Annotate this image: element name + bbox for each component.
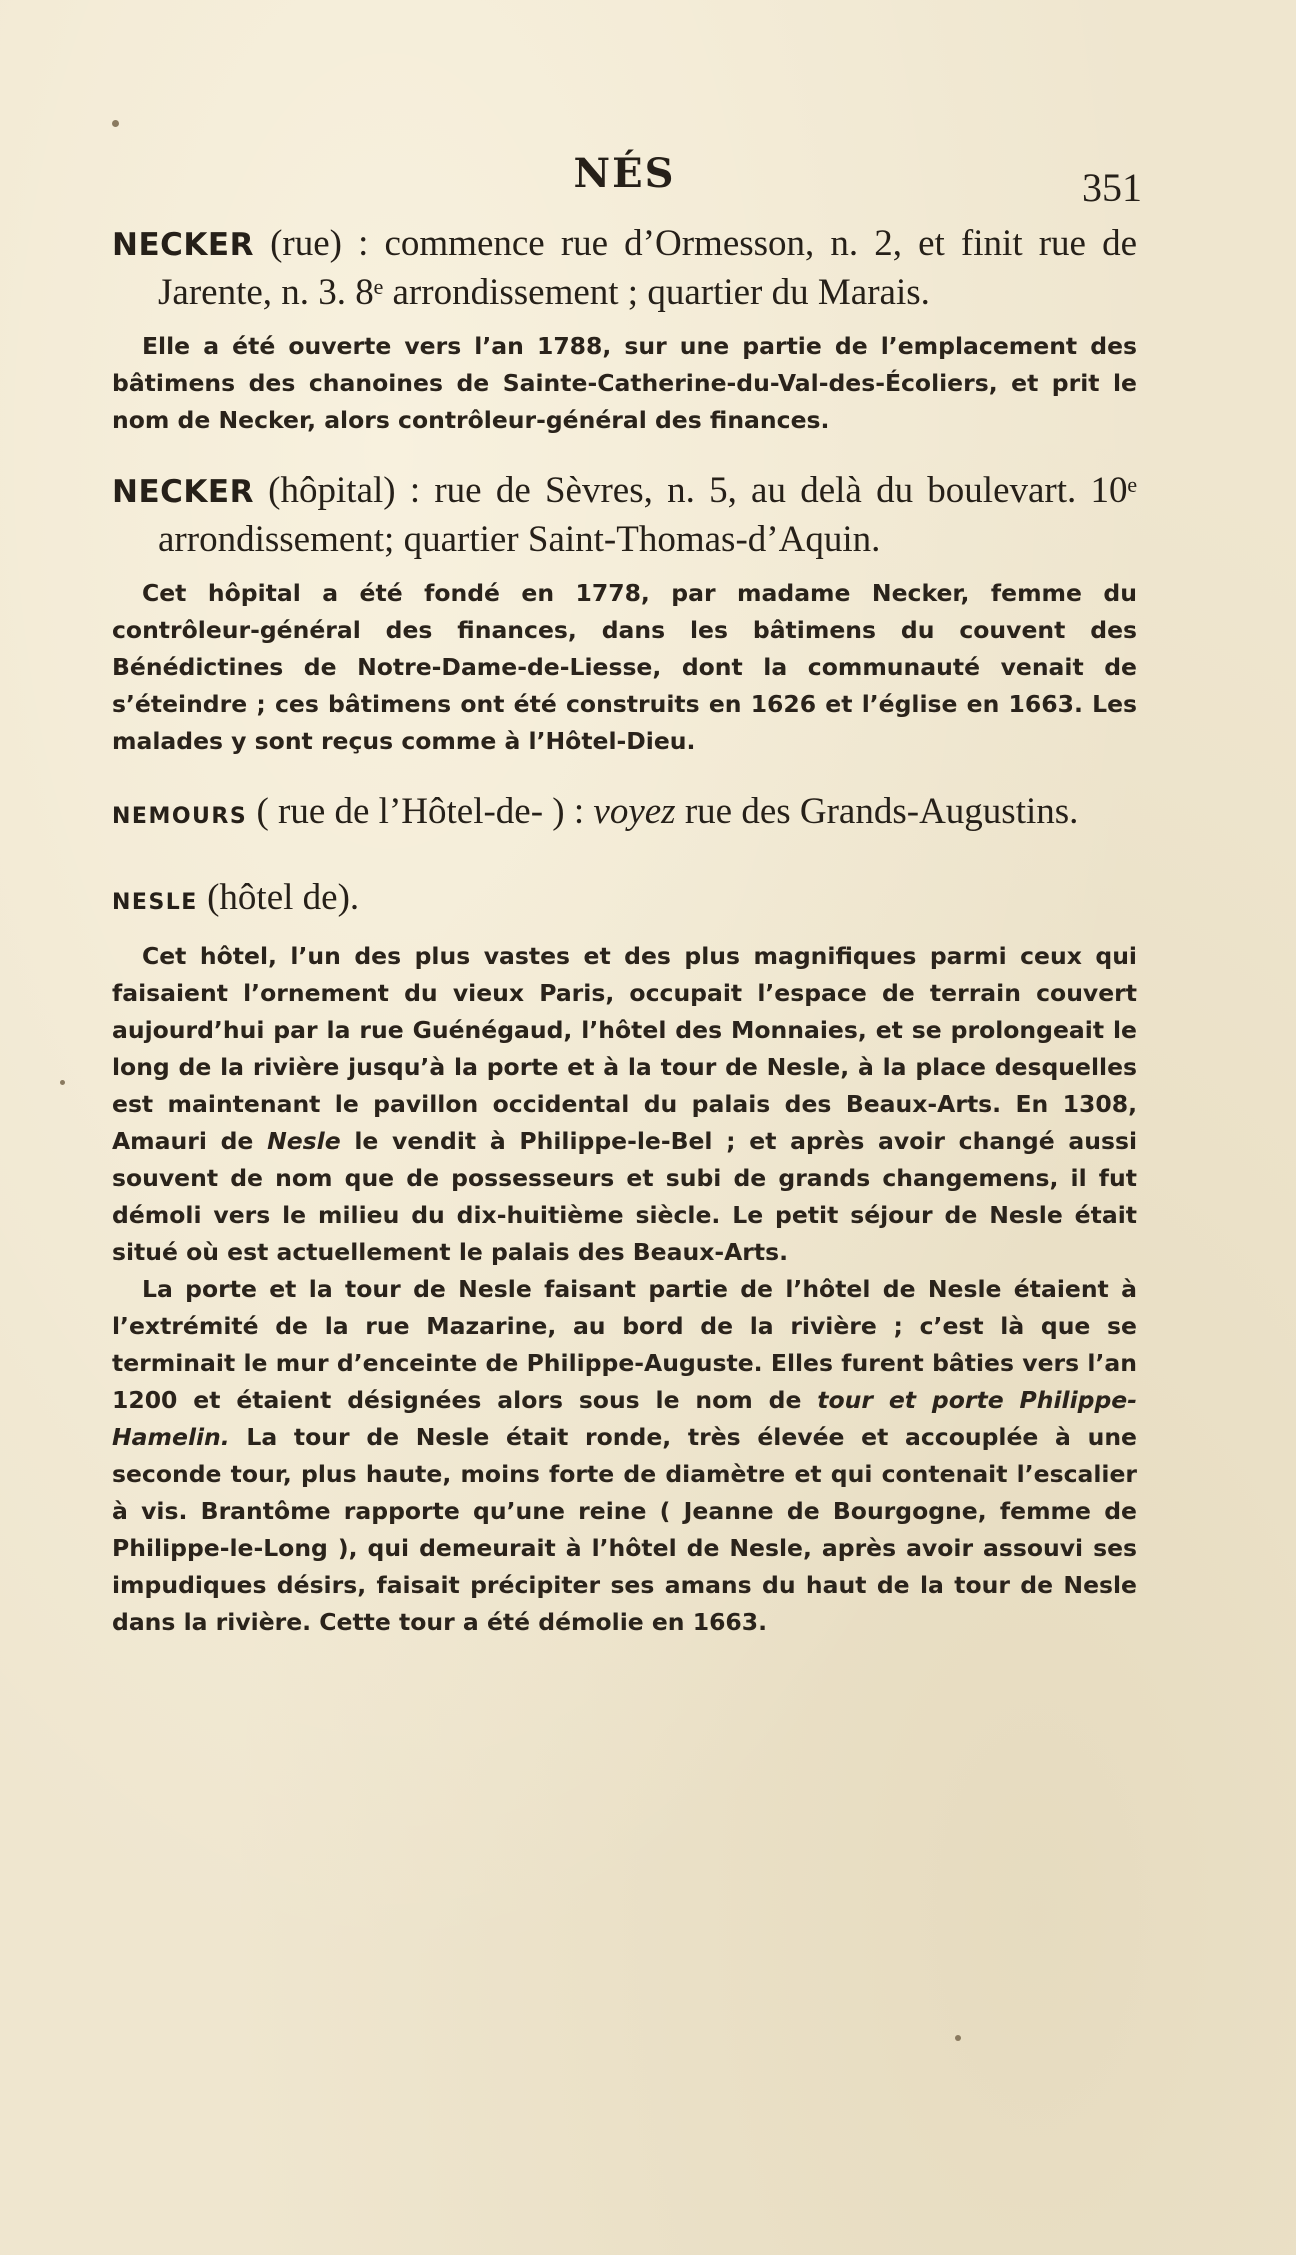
- entry-heading-text: (hôpital) : rue de Sèvres, n. 5, au delà du boulevart. 10ᵉ arrondissement; quartier Saint-Thomas-d’Aquin.: [158, 470, 1137, 560]
- entry-heading: [112, 467, 1137, 563]
- entry-heading: [112, 788, 1137, 840]
- entry-paragraph: Cet hôpital a été fondé en 1778, par madame Necker, femme du contrôleur-général des finances, dans les bâtimens du couvent des Bénédictines de Notre-Dame-de-Liesse, dont la communauté venait de s’éteindre ; ces bâtimens ont été construits en 1626 et l’église en 1663. Les malades y sont reçus comme à l’Hôtel-Dieu.: [112, 579, 1137, 755]
- paper-spot: [112, 120, 119, 127]
- entry-headword: NECKER: [112, 474, 254, 510]
- page-number: 351: [1082, 165, 1142, 210]
- italic-name: Nesle: [267, 1127, 341, 1155]
- running-title: NÉS: [573, 150, 676, 197]
- paper-spot: [60, 1080, 65, 1085]
- entry-paragraph: [112, 1271, 1137, 1641]
- entry-body: [112, 938, 1137, 1641]
- book-page: [112, 150, 1142, 1655]
- paragraph-text: La porte et la tour de Nesle faisant partie de l’hôtel de Nesle étaient à l’extrémité de la rue Mazarine, au bord de la rivière ; c’est là que se terminait le mur d’enceinte de Philippe-Auguste. Elles furent bâties vers l’an 1200 et étaient désignées alors sous le nom de: [112, 1275, 1137, 1414]
- entry-headword: NECKER: [112, 227, 254, 263]
- entry-body: [112, 575, 1137, 760]
- entry-heading-text: (hôtel de).: [197, 877, 360, 918]
- entry-nemours: [112, 788, 1137, 840]
- entry-nesle: [112, 874, 1137, 1641]
- cross-reference-voyez: voyez: [593, 791, 676, 832]
- entry-paragraph: [112, 938, 1137, 1271]
- entry-necker-hopital: [112, 467, 1137, 760]
- entry-heading-text: rue des Grands-Augustins.: [675, 791, 1079, 832]
- paper-spot: [955, 2035, 961, 2041]
- entry-heading: [112, 220, 1137, 316]
- italic-name: tour et porte Philippe-Hamelin.: [112, 1386, 1137, 1451]
- paragraph-text: le vendit à Philippe-le-Bel ; et après avoir changé aussi souvent de nom que de possesseurs et subi de grands changemens, il fut démoli vers le milieu du dix-huitième siècle. Le petit séjour de Nesle était situé où est actuellement le palais des Beaux-Arts.: [112, 1127, 1137, 1266]
- paragraph-text: La tour de Nesle était ronde, très élevée et accouplée à une seconde tour, plus haute, moins forte de diamètre et qui contenait l’escalier à vis. Brantôme rapporte qu’une reine ( Jeanne de Bourgogne, femme de Philippe-le-Long ), qui demeurait à l’hôtel de Nesle, après avoir assouvi ses impudiques désirs, faisait précipiter ses amans du haut de la tour de Nesle dans la rivière. Cette tour a été démolie en 1663.: [112, 1423, 1137, 1636]
- running-head: [112, 150, 1142, 220]
- entry-headword: NESLE: [112, 890, 198, 915]
- entry-heading: [112, 874, 1137, 926]
- entry-necker-rue: [112, 220, 1137, 439]
- entry-heading-text: ( rue de l’Hôtel-de- ) :: [247, 791, 594, 832]
- entry-body: [112, 328, 1137, 439]
- entry-heading-text: (rue) : commence rue d’Ormesson, n. 2, et finit rue de Jarente, n. 3. 8ᵉ arrondissement ; quartier du Marais.: [158, 223, 1137, 313]
- entry-paragraph: Elle a été ouverte vers l’an 1788, sur une partie de l’emplacement des bâtimens des chanoines de Sainte-Catherine-du-Val-des-Écoliers, et prit le nom de Necker, alors contrôleur-général des finances.: [112, 332, 1137, 434]
- entry-headword: NEMOURS: [112, 804, 248, 829]
- paragraph-text: Cet hôtel, l’un des plus vastes et des plus magnifiques parmi ceux qui faisaient l’ornement du vieux Paris, occupait l’espace de terrain couvert aujourd’hui par la rue Guénégaud, l’hôtel des Monnaies, et se prolongeait le long de la rivière jusqu’à la porte et à la tour de Nesle, à la place desquelles est maintenant le pavillon occidental du palais des Beaux-Arts. En 1308, Amauri de: [112, 942, 1137, 1155]
